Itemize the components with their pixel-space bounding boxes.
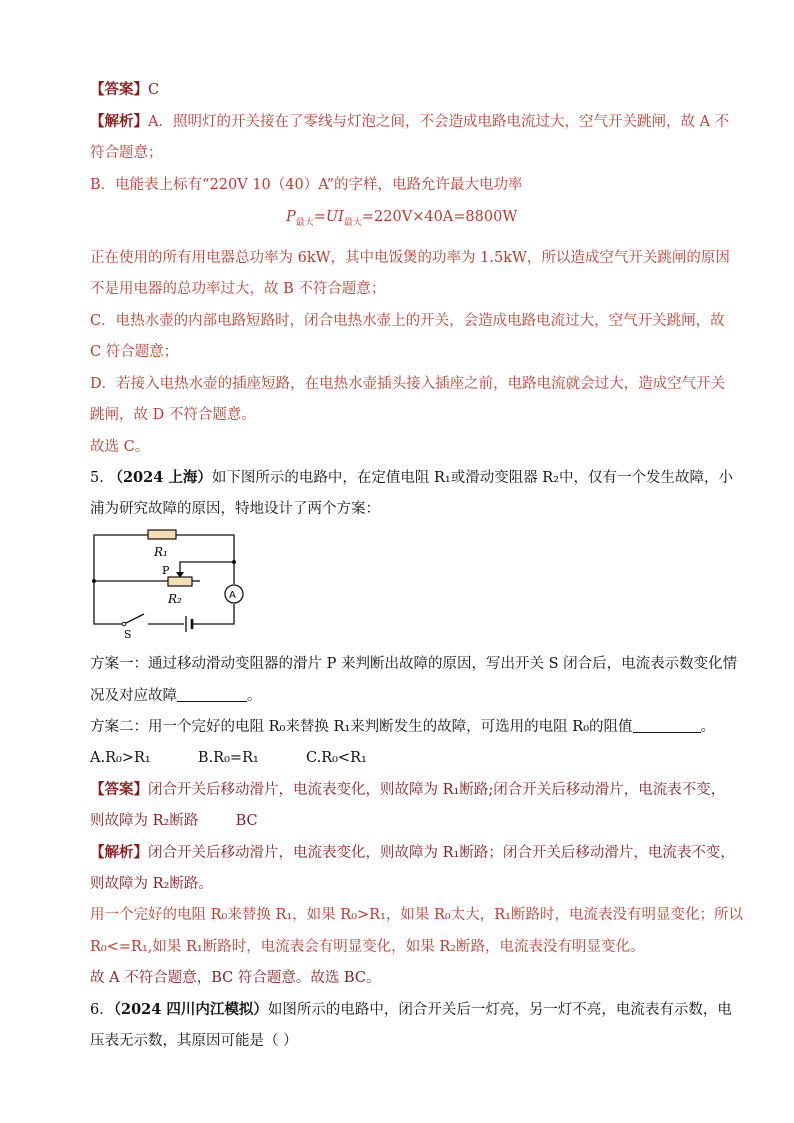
answer-5-line-2 <box>90 811 710 831</box>
analysis-line-4: 正在使用的所有用电器总功率为 6kW，其中电饭煲的功率为 1.5kW，所以造成空气开关跳闸的原因 <box>90 250 730 266</box>
question-6-text: 如图所示的电路中，闭合开关后一灯亮，另一灯不亮，电流表有示数，电 <box>267 1002 732 1018</box>
plan-2-line: 方案二：用一个完好的电阻 R₀来替换 R₁来判断发生的故障，可选用的电阻 R₀的阻值 。 <box>90 719 716 735</box>
analysis-text: A．照明灯的开关接在了零线与灯泡之间，不会造成电路电流过大，空气开关跳闸，故 A 不 <box>148 114 730 130</box>
plan-1-line-2: 况及对应故障 。 <box>90 688 262 704</box>
analysis-label: 【解析】 <box>90 113 148 130</box>
circuit-diagram <box>86 528 256 640</box>
slider-p-label: P <box>162 564 170 577</box>
question-6-source: （2024 四川内江模拟） <box>113 1001 268 1018</box>
switch-label: S <box>124 628 132 640</box>
answer-5-bc: BC <box>235 813 258 829</box>
plan-2-text: 方案二：用一个完好的电阻 R₀来替换 R₁来判断发生的故障，可选用的电阻 R₀的阻值 <box>90 719 633 735</box>
analysis-5-line-5: 故 A 不符合题意，BC 符合题意。故选 BC。 <box>90 970 381 986</box>
answer-5-text-2: 则故障为 R₂断路 <box>90 813 199 829</box>
resistor-r2 <box>168 577 192 586</box>
option-b: B.R₀=R₁ <box>197 750 259 766</box>
analysis-5-line-1 <box>90 843 735 863</box>
analysis-line-10: 故选 C。 <box>90 439 150 455</box>
r1-label: R₁ <box>154 545 168 559</box>
analysis-5-line-4: R₀<=R₁,如果 R₁断路时，电流表会有明显变化，如果 R₂断路，电流表没有明显变化。 <box>90 939 645 955</box>
analysis-5-label: 【解析】 <box>90 844 148 861</box>
formula-rest: =220V×40A=8800W <box>361 209 518 225</box>
question-6-line-1 <box>90 1000 732 1020</box>
answer-5-label: 【答案】 <box>90 781 148 798</box>
formula-mid: =UI <box>313 209 344 225</box>
plan-1-line-1: 方案一：通过移动滑动变阻器的滑片 P 来判断出故障的原因，写出开关 S 闭合后，电流表示数变化情 <box>90 656 738 672</box>
question-6-number: 6． <box>90 1002 114 1018</box>
analysis-line-2: 符合题意； <box>90 145 163 161</box>
question-5-line-2: 浦为研究故障的原因，特地设计了两个方案： <box>90 501 380 517</box>
analysis-line-8: D．若接入电热水壶的插座短路，在电热水壶插头接入插座之前，电路电流就会过大，造成空气开关 <box>90 376 726 392</box>
analysis-line-3: B．电能表上标有“220V 10（40）A”的字样，电路允许最大电功率 <box>90 177 523 193</box>
power-formula <box>286 207 517 233</box>
ammeter-label: A <box>229 590 236 601</box>
answer-label: 【答案】 <box>90 81 148 98</box>
option-c: C.R₀<R₁ <box>306 750 367 766</box>
analysis-line-5: 不是用电器的总功率过大，故 B 不符合题意； <box>90 281 386 297</box>
option-a: A.R₀>R₁ <box>90 750 151 766</box>
answer-value: C <box>148 82 160 98</box>
resistor-r1 <box>148 530 176 539</box>
r2-label: R₂ <box>168 592 182 606</box>
plan-1-text: 况及对应故障 <box>90 688 177 704</box>
analysis-5-line-3: 用一个完好的电阻 R₀来替换 R₁，如果 R₀>R₁，如果 R₀太大，R₁断路时，电流表没有明显变化；所以 <box>90 907 743 923</box>
answer-5-line-1 <box>90 780 726 800</box>
answer-5-text: 闭合开关后移动滑片，电流表变化，则故障为 R₁断路;闭合开关后移动滑片，电流表不变， <box>148 782 726 798</box>
plan-1-blank <box>177 687 247 702</box>
formula-sub-2: 最大 <box>343 217 362 228</box>
formula-sub-1: 最大 <box>295 217 314 228</box>
question-6-line-2: 压表无示数，其原因可能是（ ） <box>90 1033 298 1049</box>
formula-p: P <box>286 209 296 225</box>
answer-line <box>90 80 710 100</box>
analysis-line-1 <box>90 112 730 132</box>
plan-2-blank <box>633 718 701 733</box>
question-5-line-1 <box>90 468 734 488</box>
analysis-5-line-2: 则故障为 R₂断路。 <box>90 876 213 892</box>
analysis-5-text: 闭合开关后移动滑片，电流表变化，则故障为 R₁断路；闭合开关后移动滑片，电流表不变， <box>148 845 735 861</box>
analysis-line-6: C．电热水壶的内部电路短路时，闭合电热水壶上的开关，会造成电路电流过大，空气开关跳闸，故 <box>90 313 725 329</box>
analysis-line-7: C 符合题意； <box>90 344 179 360</box>
question-5-number: 5. <box>90 470 104 486</box>
options-line <box>90 748 710 768</box>
analysis-line-9: 跳闸，故 D 不符合题意。 <box>90 407 256 423</box>
question-5-text: 如下图所示的电路中，在定值电阻 R₁或滑动变阻器 R₂中，仅有一个发生故障，小 <box>211 470 734 486</box>
question-5-source: （2024 上海） <box>108 469 212 486</box>
